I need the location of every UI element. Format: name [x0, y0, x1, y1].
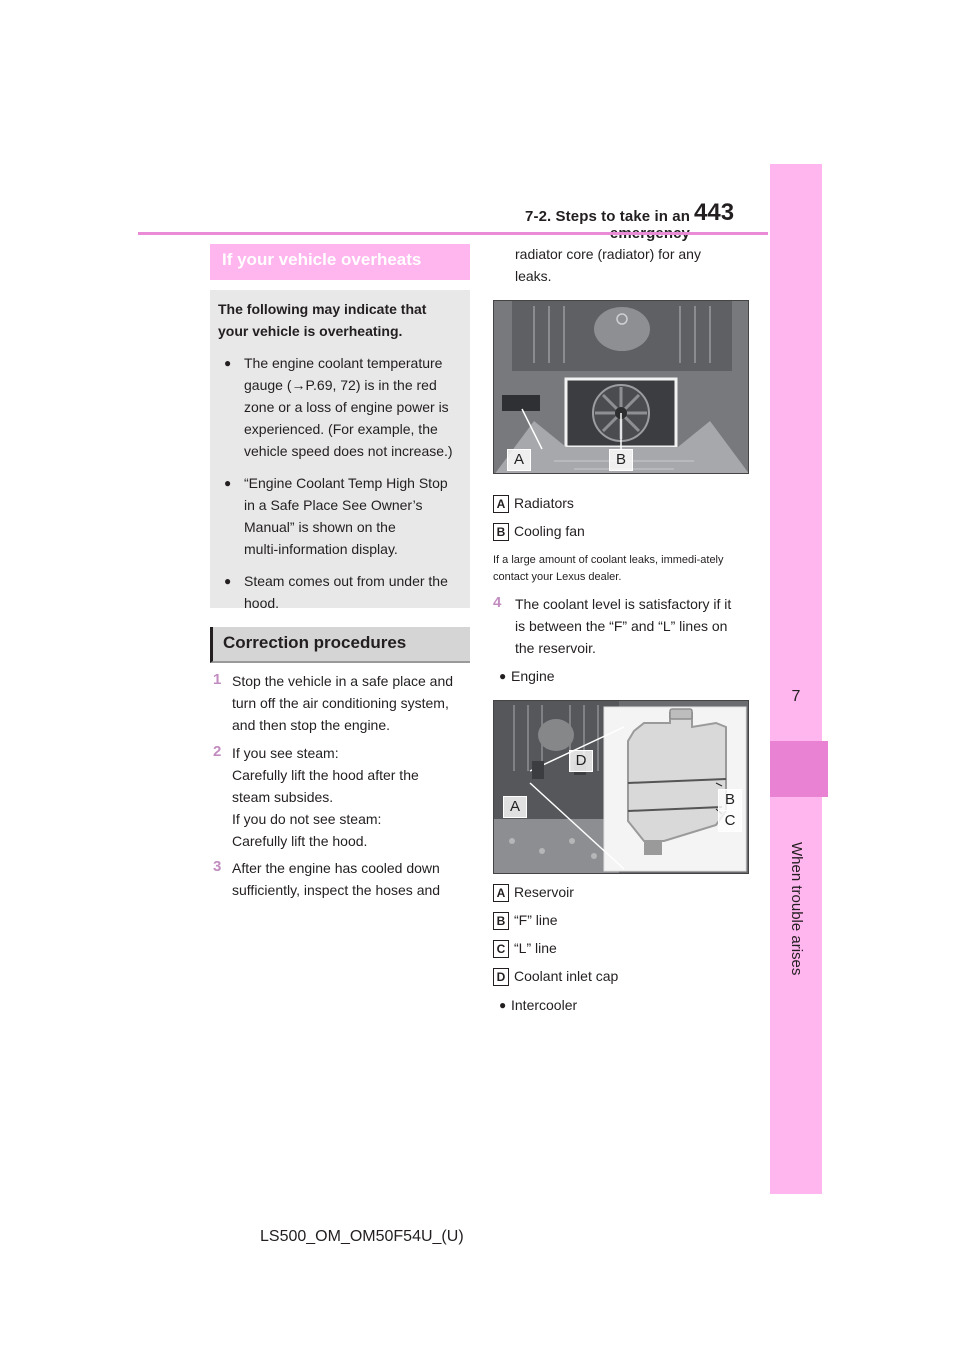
legend-key: A	[493, 495, 509, 513]
step-line: sufficiently, inspect the hoses and	[232, 882, 441, 898]
step-line: Stop the vehicle in a safe place and	[232, 673, 454, 689]
symptom-item	[218, 352, 458, 462]
chapter-tab-marker	[770, 741, 828, 797]
step-number: 4	[493, 594, 502, 611]
step-line: After the engine has cooled down	[232, 860, 440, 876]
engine-bullet	[493, 665, 753, 687]
step-line: If you do not see steam:	[232, 811, 382, 827]
figure-label: A	[503, 796, 527, 818]
reservoir-figure	[493, 700, 749, 874]
symptom-line: hood.	[244, 595, 280, 611]
step-line: The coolant level is satisfactory if it	[515, 596, 732, 612]
legend-text: “F” line	[514, 912, 558, 928]
chapter-number: 7	[791, 688, 801, 705]
document-code-footer: LS500_OM_OM50F54U_(U)	[260, 1228, 464, 1245]
step-line: Carefully lift the hood after the	[232, 767, 419, 783]
step-number: 1	[213, 671, 222, 688]
legend-item	[493, 965, 618, 987]
symptom-line: vehicle speed does not increase.)	[244, 443, 453, 459]
overheat-intro: The following may indicate that your vehicle is overheating.	[218, 301, 427, 339]
symptom-line: gauge (→P.69, 72) is in the red	[244, 377, 437, 393]
legend-key: B	[493, 523, 509, 541]
step-line: radiator core (radiator) for any	[515, 246, 701, 262]
step-item	[210, 742, 472, 852]
symptom-item	[218, 472, 458, 560]
legend-item	[493, 520, 585, 542]
step-item	[493, 593, 753, 659]
legend-text: Coolant inlet cap	[514, 968, 619, 984]
symptom-line: ● “Engine Coolant Temp High Stop	[244, 475, 448, 491]
section-header-title: 7-2. Steps to take in an	[525, 208, 690, 225]
legend-text: “L” line	[514, 940, 557, 956]
step-line: steam subsides.	[232, 789, 334, 805]
symptom-line: in a Safe Place See Owner’s	[244, 497, 423, 513]
symptom-line: experienced. (For example, the	[244, 421, 438, 437]
symptom-line: zone or a loss of engine power is	[244, 399, 449, 415]
intercooler-bullet	[493, 994, 753, 1016]
step-line: Carefully lift the hood.	[232, 833, 368, 849]
step-line: If you see steam:	[232, 745, 339, 761]
figure-label: B	[609, 449, 633, 471]
legend-key: B	[493, 912, 509, 930]
figure-label: A	[507, 449, 531, 471]
reservoir-illustration	[494, 701, 749, 874]
symptom-line: ● The engine coolant temperature	[244, 355, 443, 371]
chapter-side-strip	[770, 164, 822, 1194]
symptom-line: multi-information display.	[244, 541, 398, 557]
legend-key: A	[493, 884, 509, 902]
page-number: 443	[694, 199, 735, 226]
legend-key: C	[493, 940, 509, 958]
step-item	[210, 670, 472, 736]
step-number: 3	[213, 858, 222, 875]
radiator-figure	[493, 300, 749, 474]
header-rule	[138, 232, 768, 235]
bullet-text: Engine	[511, 668, 555, 684]
figure-label: B	[718, 789, 742, 811]
legend-item	[493, 881, 574, 903]
step-line: turn off the air conditioning system,	[232, 695, 449, 711]
overheat-section-title: If your vehicle overheats	[210, 244, 470, 280]
figure-label: D	[569, 750, 593, 772]
chapter-title: When trouble arises	[788, 842, 805, 976]
step-item	[210, 857, 472, 901]
symptom-line: ● Steam comes out from under the	[244, 573, 448, 589]
step-number: 2	[213, 743, 222, 760]
legend-item	[493, 909, 558, 931]
legend-text: Reservoir	[514, 884, 574, 900]
step-line: leaks.	[515, 268, 552, 284]
coolant-leak-note: If a large amount of coolant leaks, immedi-ately contact your Lexus dealer.	[493, 554, 724, 583]
bullet-text: Intercooler	[511, 997, 578, 1013]
step-line: is between the “F” and “L” lines on	[515, 618, 728, 634]
step3-continued	[493, 243, 753, 287]
symptom-item	[218, 570, 458, 614]
figure-label: C	[718, 810, 742, 832]
legend-text: Radiators	[514, 495, 574, 511]
overheat-symptoms-box	[210, 290, 470, 611]
legend-key: D	[493, 968, 509, 986]
symptom-line: Manual” is shown on the	[244, 519, 396, 535]
correction-section-title: Correction procedures	[210, 627, 470, 663]
step-line: the reservoir.	[515, 640, 596, 656]
step-line: and then stop the engine.	[232, 717, 391, 733]
legend-text: Cooling fan	[514, 523, 585, 539]
legend-item	[493, 937, 557, 959]
legend-item	[493, 492, 574, 514]
